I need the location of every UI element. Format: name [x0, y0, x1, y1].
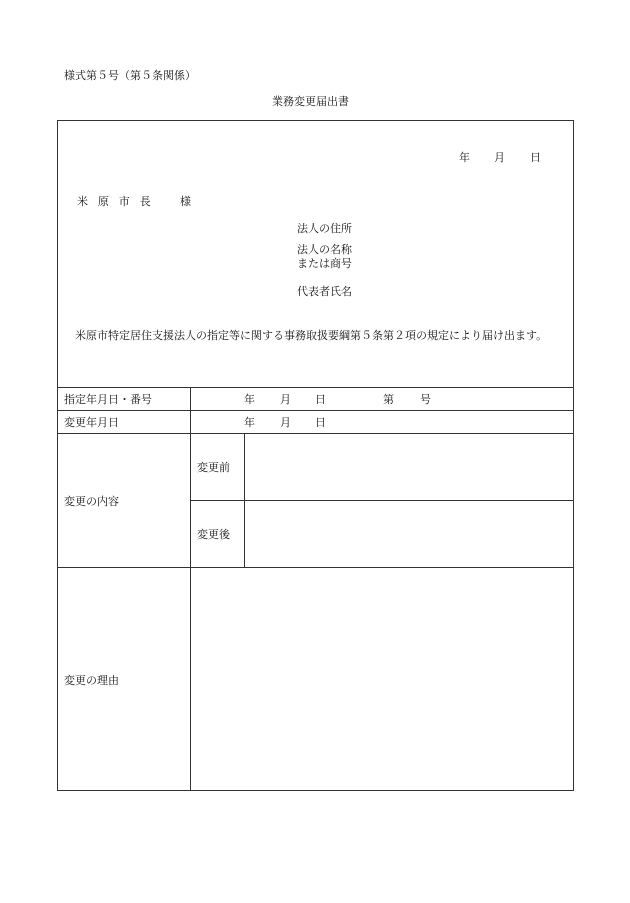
column-divider	[190, 387, 191, 791]
applicant-address-label: 法人の住所	[297, 222, 352, 235]
applicant-name-label-line2: または商号	[297, 257, 352, 270]
designation-number-prefix: 第	[383, 393, 394, 406]
before-label: 変更前	[197, 461, 230, 474]
column-divider	[244, 433, 245, 567]
document-title: 業務変更届出書	[272, 95, 349, 108]
addressee: 米原市長	[77, 195, 161, 208]
change-day-label: 日	[315, 416, 326, 429]
date-day-label: 日	[530, 151, 541, 164]
designation-year-label: 年	[244, 393, 255, 406]
change-date-label: 変更年月日	[64, 416, 119, 429]
change-year-label: 年	[244, 416, 255, 429]
designation-number-suffix: 号	[420, 393, 431, 406]
divider	[57, 410, 574, 411]
divider	[57, 567, 574, 568]
statement-text: 米原市特定居住支援法人の指定等に関する事務取扱要綱第５条第２項の規定により届け出ます。	[75, 329, 548, 342]
date-year-label: 年	[459, 151, 470, 164]
change-month-label: 月	[280, 416, 291, 429]
reason-label: 変更の理由	[64, 674, 119, 687]
content-label: 変更の内容	[64, 495, 119, 508]
form-frame	[57, 120, 574, 791]
date-month-label: 月	[494, 151, 505, 164]
applicant-name-label-line1: 法人の名称	[297, 243, 352, 256]
designation-label: 指定年月日・番号	[64, 393, 152, 406]
addressee-honorific: 様	[180, 195, 191, 208]
divider	[57, 387, 574, 388]
representative-label: 代表者氏名	[297, 285, 352, 298]
form-number: 様式第５号（第５条関係）	[64, 69, 196, 82]
designation-day-label: 日	[315, 393, 326, 406]
divider	[190, 500, 574, 501]
divider	[57, 433, 574, 434]
designation-month-label: 月	[280, 393, 291, 406]
after-label: 変更後	[197, 528, 230, 541]
